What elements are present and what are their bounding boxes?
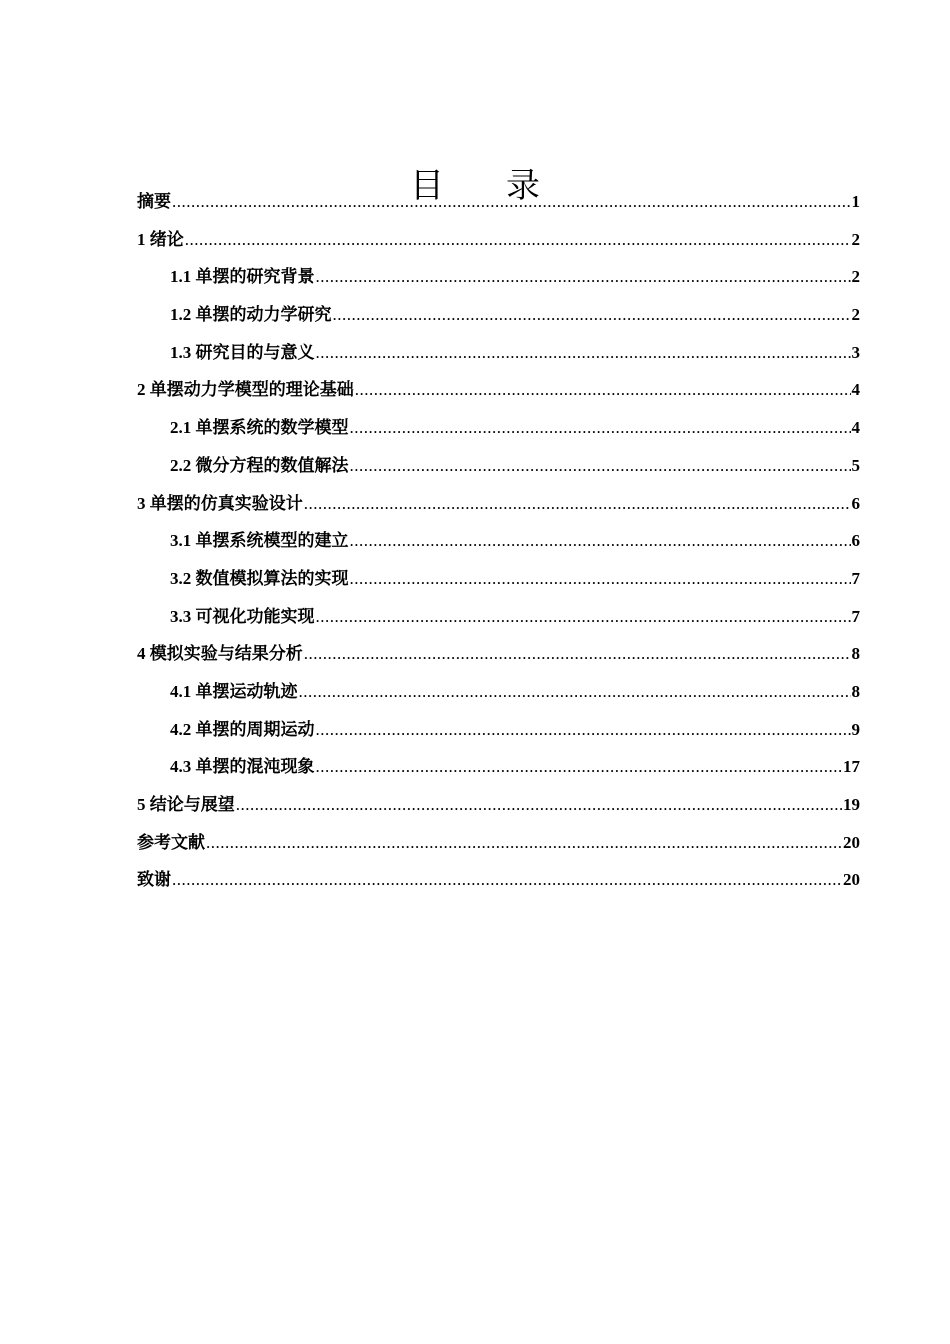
toc-entry-label: 4.3 单摆的混沌现象 <box>170 757 315 777</box>
toc-page-number: 17 <box>843 757 860 777</box>
toc-dot-leader <box>172 861 842 899</box>
toc-page-number: 19 <box>843 795 860 814</box>
toc-entry-label: 1 绪论 <box>137 229 184 249</box>
toc-dot-leader <box>316 334 851 372</box>
toc-entry[interactable] <box>137 748 860 786</box>
toc-dot-leader <box>316 711 851 749</box>
toc-dot-leader <box>333 296 851 334</box>
toc-entry[interactable] <box>137 447 860 485</box>
page-title: 目录 <box>410 167 602 205</box>
toc-entry-label: 3.3 可视化功能实现 <box>170 606 315 626</box>
toc-dot-leader <box>206 824 842 862</box>
toc-page-number: 5 <box>851 455 860 475</box>
toc-entry[interactable] <box>137 635 860 673</box>
toc-entry-label: 3.1 单摆系统模型的建立 <box>170 531 349 551</box>
toc-entry[interactable] <box>137 824 860 862</box>
toc-entry[interactable] <box>137 183 860 221</box>
toc-entry[interactable] <box>137 560 860 598</box>
toc-page-number: 9 <box>851 719 860 739</box>
toc-entry-label: 1.1 单摆的研究背景 <box>170 267 315 287</box>
toc-entry[interactable] <box>137 861 860 899</box>
toc-dot-leader <box>185 221 851 259</box>
toc-dot-leader <box>316 598 851 636</box>
toc-page-number: 8 <box>851 681 860 701</box>
toc-entry-label: 2.2 微分方程的数值解法 <box>170 455 349 475</box>
toc-dot-leader <box>350 522 851 560</box>
toc-page-number: 2 <box>851 305 860 325</box>
toc-entry[interactable] <box>137 296 860 334</box>
toc-entry[interactable] <box>137 371 860 409</box>
toc-dot-leader <box>355 371 851 409</box>
toc-entry[interactable] <box>137 334 860 372</box>
toc-page-number: 2 <box>851 267 860 287</box>
toc-page-number: 1 <box>851 192 860 211</box>
toc-page-number: 6 <box>851 531 860 551</box>
toc-dot-leader <box>316 258 851 296</box>
toc-entry-label: 4.2 单摆的周期运动 <box>170 719 315 739</box>
toc-entry[interactable] <box>137 485 860 523</box>
toc-page-number: 7 <box>851 568 860 588</box>
table-of-contents <box>137 183 860 899</box>
toc-entry-label: 1.2 单摆的动力学研究 <box>170 305 332 325</box>
toc-dot-leader <box>316 748 843 786</box>
toc-entry-label: 5 结论与展望 <box>137 795 235 814</box>
toc-entry-label: 2.1 单摆系统的数学模型 <box>170 418 349 438</box>
toc-entry-label: 4 模拟实验与结果分析 <box>137 644 303 664</box>
toc-page-number: 7 <box>851 606 860 626</box>
toc-entry[interactable] <box>137 258 860 296</box>
toc-entry[interactable] <box>137 522 860 560</box>
toc-entry[interactable] <box>137 786 860 824</box>
toc-entry-label: 2 单摆动力学模型的理论基础 <box>137 380 354 400</box>
toc-entry[interactable] <box>137 598 860 636</box>
toc-page-number: 20 <box>843 832 860 852</box>
toc-page-number: 20 <box>843 870 860 890</box>
toc-dot-leader <box>304 635 851 673</box>
toc-page-number: 2 <box>851 229 860 249</box>
toc-entry-label: 3.2 数值模拟算法的实现 <box>170 568 349 588</box>
toc-entry-label: 摘要 <box>137 192 171 211</box>
toc-page-number: 3 <box>851 342 860 362</box>
toc-entry[interactable] <box>137 673 860 711</box>
toc-entry[interactable] <box>137 221 860 259</box>
toc-entry[interactable] <box>137 711 860 749</box>
toc-page-number: 4 <box>851 418 860 438</box>
toc-entry-label: 3 单摆的仿真实验设计 <box>137 493 303 513</box>
toc-dot-leader <box>172 183 851 221</box>
toc-dot-leader <box>304 485 851 523</box>
toc-entry-label: 参考文献 <box>137 832 205 852</box>
toc-dot-leader <box>350 409 851 447</box>
toc-page-number: 4 <box>851 380 860 400</box>
toc-page-number: 8 <box>851 644 860 664</box>
toc-entry-label: 致谢 <box>137 870 171 890</box>
toc-page-number: 6 <box>851 493 860 513</box>
toc-dot-leader <box>350 447 851 485</box>
toc-entry-label: 1.3 研究目的与意义 <box>170 342 315 362</box>
toc-dot-leader <box>236 786 842 824</box>
toc-entry-label: 4.1 单摆运动轨迹 <box>170 681 298 701</box>
toc-dot-leader <box>299 673 851 711</box>
toc-dot-leader <box>350 560 851 598</box>
toc-entry[interactable] <box>137 409 860 447</box>
